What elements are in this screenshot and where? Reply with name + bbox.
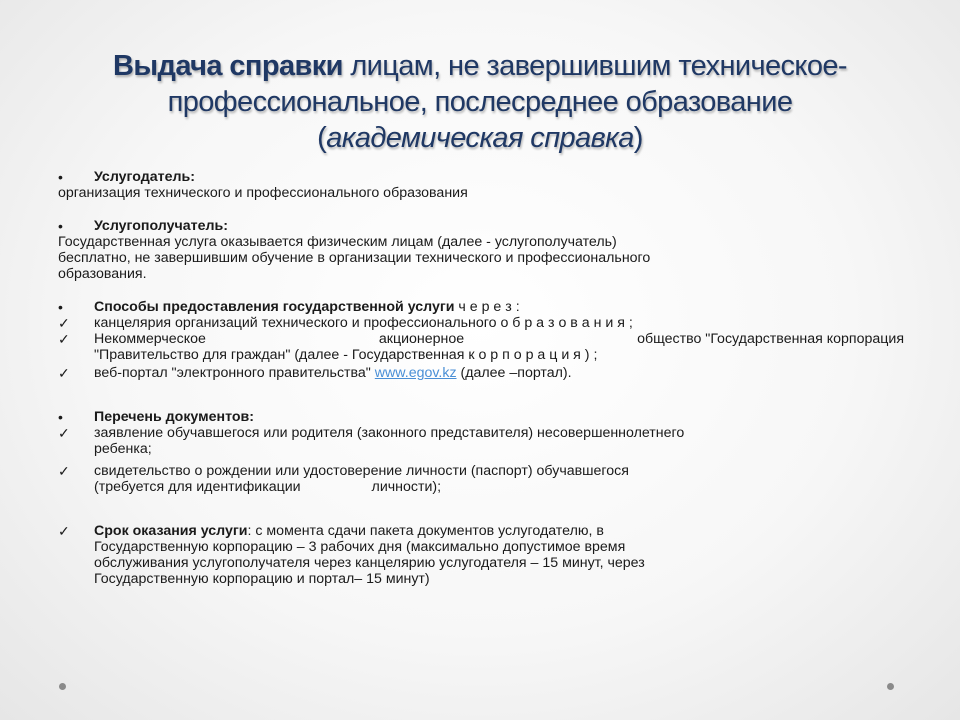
recipient-label: Услугополучатель:: [94, 218, 228, 234]
provider-label: Услугодатель:: [94, 169, 195, 185]
methods-suffix: ч е р е з :: [454, 299, 520, 315]
recipient-line: бесплатно, не завершившим обучение в организации технического и профессионального: [58, 250, 651, 266]
document-certificate-line1: свидетельство о рождении или удостоверение личности (паспорт) обучавшегося: [94, 463, 629, 479]
provider-text: организация технического и профессионального образования: [58, 185, 468, 201]
checkmark-icon: ✓: [58, 523, 70, 539]
method-portal-after: (далее –портал).: [456, 365, 572, 381]
decorative-dot-right: [887, 683, 894, 690]
decorative-dot-left: [59, 683, 66, 690]
list-item: [58, 463, 908, 495]
method-nao-line2: "Правительство для граждан" (далее - Государственная к о р п о р а ц и я ) ;: [94, 347, 598, 363]
method-nao-word3: общество "Государственная корпорация: [637, 331, 904, 347]
content-body: [58, 169, 908, 587]
list-item: [58, 425, 908, 457]
title-bold: Выдача справки: [113, 50, 343, 82]
term-line: Государственную корпорацию и портал– 15 минут): [94, 571, 430, 587]
recipient-section: [58, 218, 908, 234]
checkmark-icon: ✓: [58, 425, 70, 441]
document-certificate-line2: (требуется для идентификации личности);: [94, 479, 442, 495]
checkmark-icon: ✓: [58, 315, 70, 331]
term-section: [58, 523, 908, 587]
methods-section: [58, 299, 908, 315]
recipient-line: образования.: [58, 266, 147, 282]
document-application-line2: ребенка;: [94, 441, 152, 457]
title-italic: академическая справка: [326, 122, 634, 154]
bullet-icon: •: [58, 169, 63, 185]
title-line2: профессиональное, послесреднее образование: [167, 86, 793, 118]
method-office-text: канцелярия организаций технического и профессионального о б р а з о в а н и я ;: [94, 315, 633, 331]
checkmark-icon: ✓: [58, 365, 70, 381]
recipient-line: Государственная услуга оказывается физическим лицам (далее - услугополучатель): [58, 234, 617, 250]
documents-label: Перечень документов:: [94, 409, 254, 425]
method-portal-before: веб-портал "электронного правительства": [94, 365, 375, 381]
term-line1: : с момента сдачи пакета документов услугодателю, в: [247, 523, 604, 539]
methods-label: Способы предоставления государственной услуги: [94, 299, 455, 315]
title-paren-close: ): [633, 122, 643, 154]
list-item: [58, 315, 908, 331]
title-line1-rest: лицам, не завершившим техническое-: [342, 50, 847, 82]
provider-section: [58, 169, 908, 185]
bullet-icon: •: [58, 409, 63, 425]
page-title: [60, 48, 900, 156]
title-paren-open: (: [317, 122, 327, 154]
document-application-line1: заявление обучавшегося или родителя (законного представителя) несовершеннолетнего: [94, 425, 685, 441]
list-item: [58, 331, 908, 363]
bullet-icon: •: [58, 299, 63, 315]
method-nao-word2: акционерное: [378, 331, 465, 347]
term-label: Срок оказания услуги: [94, 523, 248, 539]
term-line: обслуживания услугополучателя через канцелярию услугодателя – 15 минут, через: [94, 555, 645, 571]
egov-link[interactable]: www.egov.kz: [374, 365, 457, 381]
method-nao-word1: Некоммерческое: [94, 331, 206, 347]
documents-section: [58, 409, 908, 425]
bullet-icon: •: [58, 218, 63, 234]
checkmark-icon: ✓: [58, 331, 70, 347]
term-line: Государственную корпорацию – 3 рабочих дня (максимально допустимое время: [94, 539, 626, 555]
list-item: [58, 365, 908, 381]
checkmark-icon: ✓: [58, 463, 70, 479]
